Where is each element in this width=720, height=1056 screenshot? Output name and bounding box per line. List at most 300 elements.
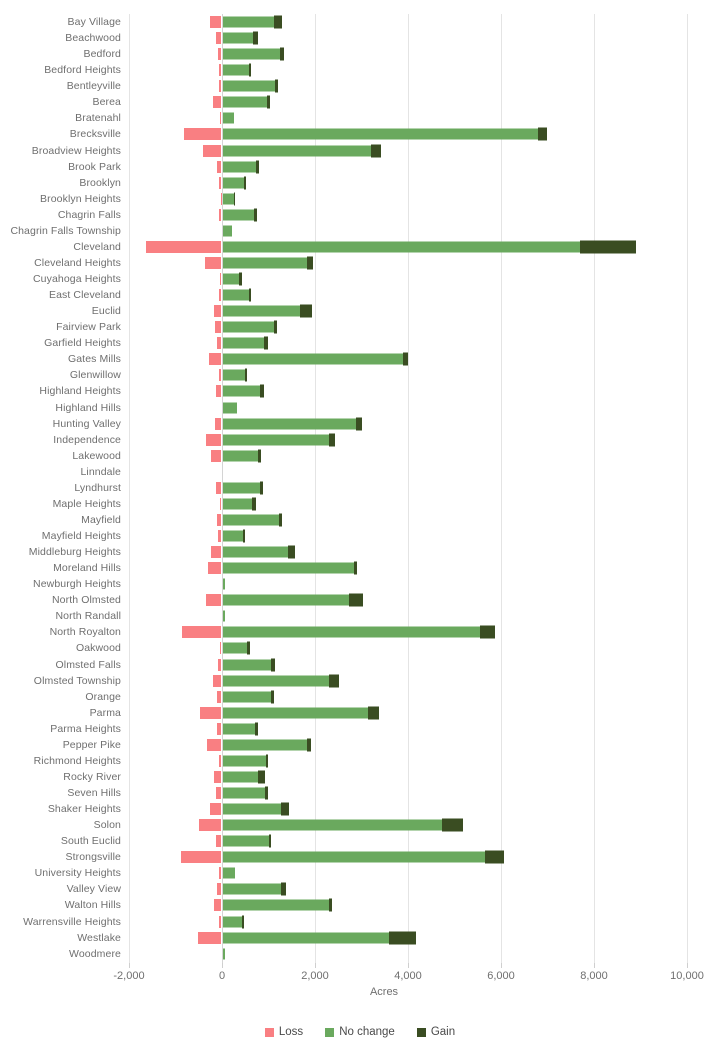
gain-bar (245, 369, 247, 382)
chart-row (0, 480, 720, 496)
no-change-bar (223, 852, 485, 863)
chart-row (0, 159, 720, 175)
chart-row (0, 303, 720, 319)
gain-bar (275, 80, 277, 93)
no-change-bar (223, 755, 266, 766)
chart-row (0, 78, 720, 94)
no-change-bar (223, 868, 235, 879)
chart-row (0, 769, 720, 785)
category-label: Bratenahl (75, 112, 121, 125)
gain-bar (356, 417, 362, 430)
chart-row (0, 657, 720, 673)
row-plot (129, 785, 687, 801)
category-label: Linndale (80, 465, 121, 478)
loss-bar (219, 177, 221, 189)
no-change-bar (223, 707, 368, 718)
loss-bar (217, 161, 221, 173)
chart-row (0, 721, 720, 737)
row-plot (129, 753, 687, 769)
gain-bar (580, 240, 637, 253)
no-change-bar (223, 659, 271, 670)
no-change-bar (223, 241, 580, 252)
chart-row (0, 416, 720, 432)
loss-bar (215, 418, 221, 430)
row-plot (129, 881, 687, 897)
category-label: Moreland Hills (53, 562, 121, 575)
category-label: Bedford Heights (44, 64, 121, 77)
loss-bar (219, 755, 221, 767)
row-plot (129, 865, 687, 881)
category-label: South Euclid (60, 835, 121, 848)
no-change-bar (223, 531, 243, 542)
category-label: Glenwillow (69, 369, 121, 382)
loss-bar (217, 337, 221, 349)
row-plot (129, 833, 687, 849)
no-change-bar (223, 209, 254, 220)
row-plot (129, 914, 687, 930)
category-label: Walton Hills (64, 899, 121, 912)
chart-row (0, 175, 720, 191)
x-tick-label: 6,000 (487, 970, 515, 982)
chart-row (0, 673, 720, 689)
gain-bar (249, 289, 251, 302)
gain-bar (307, 256, 313, 269)
category-label: Olmsted Township (33, 674, 121, 687)
loss-bar (218, 530, 221, 542)
row-plot (129, 207, 687, 223)
row-plot (129, 592, 687, 608)
row-plot (129, 110, 687, 126)
chart-row (0, 592, 720, 608)
category-label: Chagrin Falls Township (10, 224, 121, 237)
row-plot (129, 496, 687, 512)
gain-bar (271, 690, 274, 703)
gain-bar (279, 513, 281, 526)
chart-row (0, 512, 720, 528)
no-change-bar (223, 643, 247, 654)
category-label: Beachwood (65, 32, 121, 45)
axis-tick (129, 963, 130, 968)
category-label: Cleveland Heights (34, 256, 121, 269)
loss-bar (214, 305, 221, 317)
row-plot (129, 62, 687, 78)
category-label: Broadview Heights (31, 144, 121, 157)
row-plot (129, 239, 687, 255)
no-change-bar (223, 193, 234, 204)
loss-bar (182, 626, 221, 638)
chart-row (0, 946, 720, 962)
gain-bar (274, 16, 282, 29)
loss-bar (210, 16, 221, 28)
no-change-bar (223, 804, 281, 815)
axis-tick (501, 963, 502, 968)
category-label: Valley View (66, 883, 121, 896)
row-plot (129, 657, 687, 673)
loss-swatch (265, 1028, 274, 1037)
gain-bar (252, 497, 256, 510)
loss-bar (198, 932, 221, 944)
row-plot (129, 78, 687, 94)
gain-bar (244, 176, 246, 189)
loss-bar (208, 562, 221, 574)
loss-bar (203, 145, 221, 157)
loss-bar (219, 916, 221, 928)
chart-row (0, 94, 720, 110)
category-label: Parma (89, 706, 121, 719)
category-label: Lakewood (72, 449, 121, 462)
gain-bar (329, 899, 332, 912)
x-tick-label: -2,000 (113, 970, 145, 982)
row-plot (129, 143, 687, 159)
category-label: Parma Heights (50, 722, 121, 735)
row-plot (129, 351, 687, 367)
axis-tick (222, 963, 223, 968)
no-change-bar (223, 691, 271, 702)
gain-bar (260, 481, 262, 494)
no-change-bar (223, 322, 274, 333)
no-change-bar (223, 514, 279, 525)
category-label: Westlake (77, 931, 121, 944)
no-change-bar (223, 418, 356, 429)
gain-bar (243, 530, 245, 543)
category-label: Hunting Valley (52, 417, 121, 430)
category-label: Olmsted Falls (55, 658, 121, 671)
chart-row (0, 207, 720, 223)
row-plot (129, 528, 687, 544)
loss-bar (211, 546, 221, 558)
loss-bar (206, 434, 221, 446)
chart-row (0, 223, 720, 239)
legend-item-loss[interactable] (265, 1026, 303, 1038)
row-plot (129, 400, 687, 416)
legend-label-gain: Gain (430, 1026, 456, 1038)
category-label: North Royalton (49, 626, 121, 639)
no-change-bar (223, 498, 252, 509)
loss-bar (217, 514, 221, 526)
chart-row (0, 255, 720, 271)
no-change-bar (223, 900, 329, 911)
loss-bar (219, 289, 221, 301)
row-plot (129, 721, 687, 737)
category-label: Chagrin Falls (57, 208, 121, 221)
gain-bar (256, 160, 259, 173)
chart-row (0, 287, 720, 303)
loss-bar (205, 257, 221, 269)
row-plot (129, 191, 687, 207)
category-label: Highland Heights (39, 385, 121, 398)
category-label: Middleburg Heights (28, 546, 121, 559)
category-label: Shaker Heights (47, 803, 121, 816)
no-change-bar (223, 290, 249, 301)
gain-bar (247, 642, 250, 655)
gain-bar (264, 337, 268, 350)
loss-bar (214, 899, 221, 911)
category-label: Newburgh Heights (33, 578, 121, 591)
category-label: Cuyahoga Heights (33, 273, 121, 285)
row-plot (129, 769, 687, 785)
loss-bar (206, 594, 221, 606)
loss-bar (220, 642, 221, 654)
loss-bar (218, 48, 221, 60)
chart-row (0, 46, 720, 62)
no-change-bar (223, 402, 237, 413)
no-change-bar (223, 225, 232, 236)
row-plot (129, 608, 687, 624)
category-label: Lyndhurst (74, 481, 121, 494)
chart-row (0, 849, 720, 865)
chart-row (0, 351, 720, 367)
chart-row (0, 319, 720, 335)
category-label: Solon (93, 819, 121, 832)
no-change-bar (223, 65, 249, 76)
chart-row (0, 737, 720, 753)
chart-row (0, 432, 720, 448)
gain-bar (538, 128, 547, 141)
loss-bar (200, 707, 221, 719)
chart-row (0, 496, 720, 512)
chart-row (0, 14, 720, 30)
no-change-bar (223, 547, 288, 558)
no-change-bar (223, 177, 244, 188)
row-plot (129, 930, 687, 946)
no-change-bar (223, 257, 307, 268)
gain-bar (258, 449, 261, 462)
row-plot (129, 512, 687, 528)
category-label: Garfield Heights (44, 337, 121, 350)
no-change-bar (223, 627, 480, 638)
category-label: Richmond Heights (33, 754, 121, 767)
row-plot (129, 817, 687, 833)
row-plot (129, 303, 687, 319)
row-plot (129, 801, 687, 817)
gain-bar (271, 658, 275, 671)
row-plot (129, 271, 687, 287)
loss-bar (219, 64, 221, 76)
loss-bar (219, 80, 221, 92)
chart-row (0, 785, 720, 801)
chart-row (0, 367, 720, 383)
gain-bar (307, 738, 311, 751)
no-change-bar (223, 386, 260, 397)
x-tick-label: 4,000 (394, 970, 422, 982)
gain-bar (265, 787, 268, 800)
loss-bar (217, 691, 221, 703)
axis-tick (315, 963, 316, 968)
chart-row (0, 560, 720, 576)
x-tick-label: 8,000 (580, 970, 608, 982)
gain-swatch (417, 1028, 426, 1037)
chart-row (0, 448, 720, 464)
chart-row (0, 464, 720, 480)
loss-bar (218, 659, 221, 671)
legend (0, 1026, 720, 1038)
no-change-bar (223, 932, 389, 943)
gain-bar (300, 305, 312, 318)
gain-bar (255, 722, 258, 735)
no-change-bar (223, 450, 258, 461)
gain-bar (329, 674, 339, 687)
loss-bar (219, 209, 221, 221)
chart-row (0, 383, 720, 399)
no-change-bar (223, 884, 281, 895)
row-plot (129, 223, 687, 239)
gain-bar (234, 192, 236, 205)
gain-bar (389, 931, 417, 944)
no-change-bar (223, 595, 349, 606)
category-label: Bentleyville (66, 80, 121, 93)
row-plot (129, 560, 687, 576)
loss-bar (220, 273, 221, 285)
no-change-bar (223, 274, 239, 285)
loss-bar (214, 771, 221, 783)
gain-bar (260, 385, 264, 398)
category-label: Orange (85, 690, 121, 703)
category-label: Brooklyn (79, 176, 121, 189)
no-change-bar (223, 81, 275, 92)
loss-bar (220, 112, 221, 124)
category-label: Seven Hills (67, 787, 121, 799)
legend-label-loss: Loss (278, 1026, 304, 1038)
chart-row (0, 865, 720, 881)
category-label: North Randall (55, 610, 121, 623)
chart-row (0, 897, 720, 913)
no-change-bar (223, 771, 258, 782)
gain-bar (354, 562, 357, 575)
row-plot (129, 849, 687, 865)
x-tick-label: 10,000 (670, 970, 704, 982)
chart-row (0, 817, 720, 833)
loss-bar (216, 385, 221, 397)
x-tick-label: 2,000 (301, 970, 329, 982)
category-label: Mayfield Heights (41, 530, 121, 542)
category-label: Warrensville Heights (23, 915, 121, 928)
axis-tick (594, 963, 595, 968)
row-plot (129, 640, 687, 656)
x-axis-title (0, 986, 720, 998)
chart-row (0, 110, 720, 126)
no-change-bar (223, 739, 307, 750)
gain-bar (371, 144, 380, 157)
loss-bar (213, 96, 221, 108)
category-label: Brecksville (69, 128, 121, 141)
category-label: Fairview Park (56, 321, 121, 334)
chart-row (0, 239, 720, 255)
row-plot (129, 946, 687, 962)
legend-item-gain[interactable] (417, 1026, 455, 1038)
row-plot (129, 673, 687, 689)
chart-row (0, 833, 720, 849)
loss-bar (216, 835, 221, 847)
row-plot (129, 897, 687, 913)
no-change-bar (223, 354, 403, 365)
row-plot (129, 705, 687, 721)
gain-bar (254, 208, 256, 221)
row-plot (129, 416, 687, 432)
loss-bar (217, 883, 221, 895)
no-change-bar (223, 161, 256, 172)
chart-row (0, 191, 720, 207)
category-label: Pepper Pike (62, 738, 121, 751)
chart-row (0, 881, 720, 897)
category-label: Gates Mills (67, 353, 121, 366)
row-plot (129, 367, 687, 383)
loss-bar (211, 450, 221, 462)
chart-row (0, 705, 720, 721)
legend-item-no-change[interactable] (325, 1026, 395, 1038)
axis-tick (687, 963, 688, 968)
gain-bar (258, 770, 265, 783)
row-plot (129, 94, 687, 110)
row-plot (129, 175, 687, 191)
gain-bar (269, 835, 271, 848)
row-plot (129, 737, 687, 753)
gain-bar (267, 96, 270, 109)
gain-bar (242, 915, 244, 928)
no-change-bar (223, 113, 234, 124)
category-label: Bedford (83, 48, 121, 61)
category-label: Bay Village (67, 16, 121, 28)
category-label: University Heights (34, 867, 121, 880)
loss-bar (221, 193, 222, 205)
gain-bar (239, 273, 242, 286)
no-change-bar (223, 820, 442, 831)
no-change-bar (223, 482, 260, 493)
legend-label-no-change: No change (339, 1026, 395, 1038)
chart-row (0, 624, 720, 640)
row-plot (129, 287, 687, 303)
no-change-bar (223, 129, 538, 140)
no-change-bar (223, 33, 253, 44)
gain-bar (403, 353, 408, 366)
gain-bar (266, 754, 269, 767)
row-plot (129, 624, 687, 640)
no-change-bar (223, 723, 255, 734)
category-label: Brook Park (68, 160, 121, 173)
category-label: Berea (92, 96, 121, 109)
loss-bar (207, 739, 221, 751)
no-change-bar (223, 306, 300, 317)
gain-bar (349, 594, 363, 607)
chart-row (0, 689, 720, 705)
loss-bar (216, 32, 221, 44)
category-label: Woodmere (69, 947, 121, 960)
loss-bar (216, 482, 221, 494)
no-change-bar (223, 948, 225, 959)
chart-row (0, 914, 720, 930)
category-label: Oakwood (75, 642, 121, 655)
row-plot (129, 576, 687, 592)
chart-row (0, 271, 720, 287)
no-change-bar (223, 563, 354, 574)
loss-bar (217, 723, 221, 735)
gain-bar (329, 433, 335, 446)
category-label: Cleveland (73, 240, 121, 253)
chart-row (0, 143, 720, 159)
chart-row (0, 801, 720, 817)
category-label: Mayfield (81, 513, 121, 526)
chart-row (0, 400, 720, 416)
chart-row (0, 62, 720, 78)
gain-bar (288, 546, 294, 559)
row-plot (129, 432, 687, 448)
no-change-bar (223, 49, 280, 60)
category-label: Rocky River (63, 770, 121, 783)
no-change-bar (223, 145, 371, 156)
gain-bar (274, 321, 278, 334)
loss-bar (184, 128, 221, 140)
gain-bar (442, 819, 463, 832)
row-plot (129, 689, 687, 705)
